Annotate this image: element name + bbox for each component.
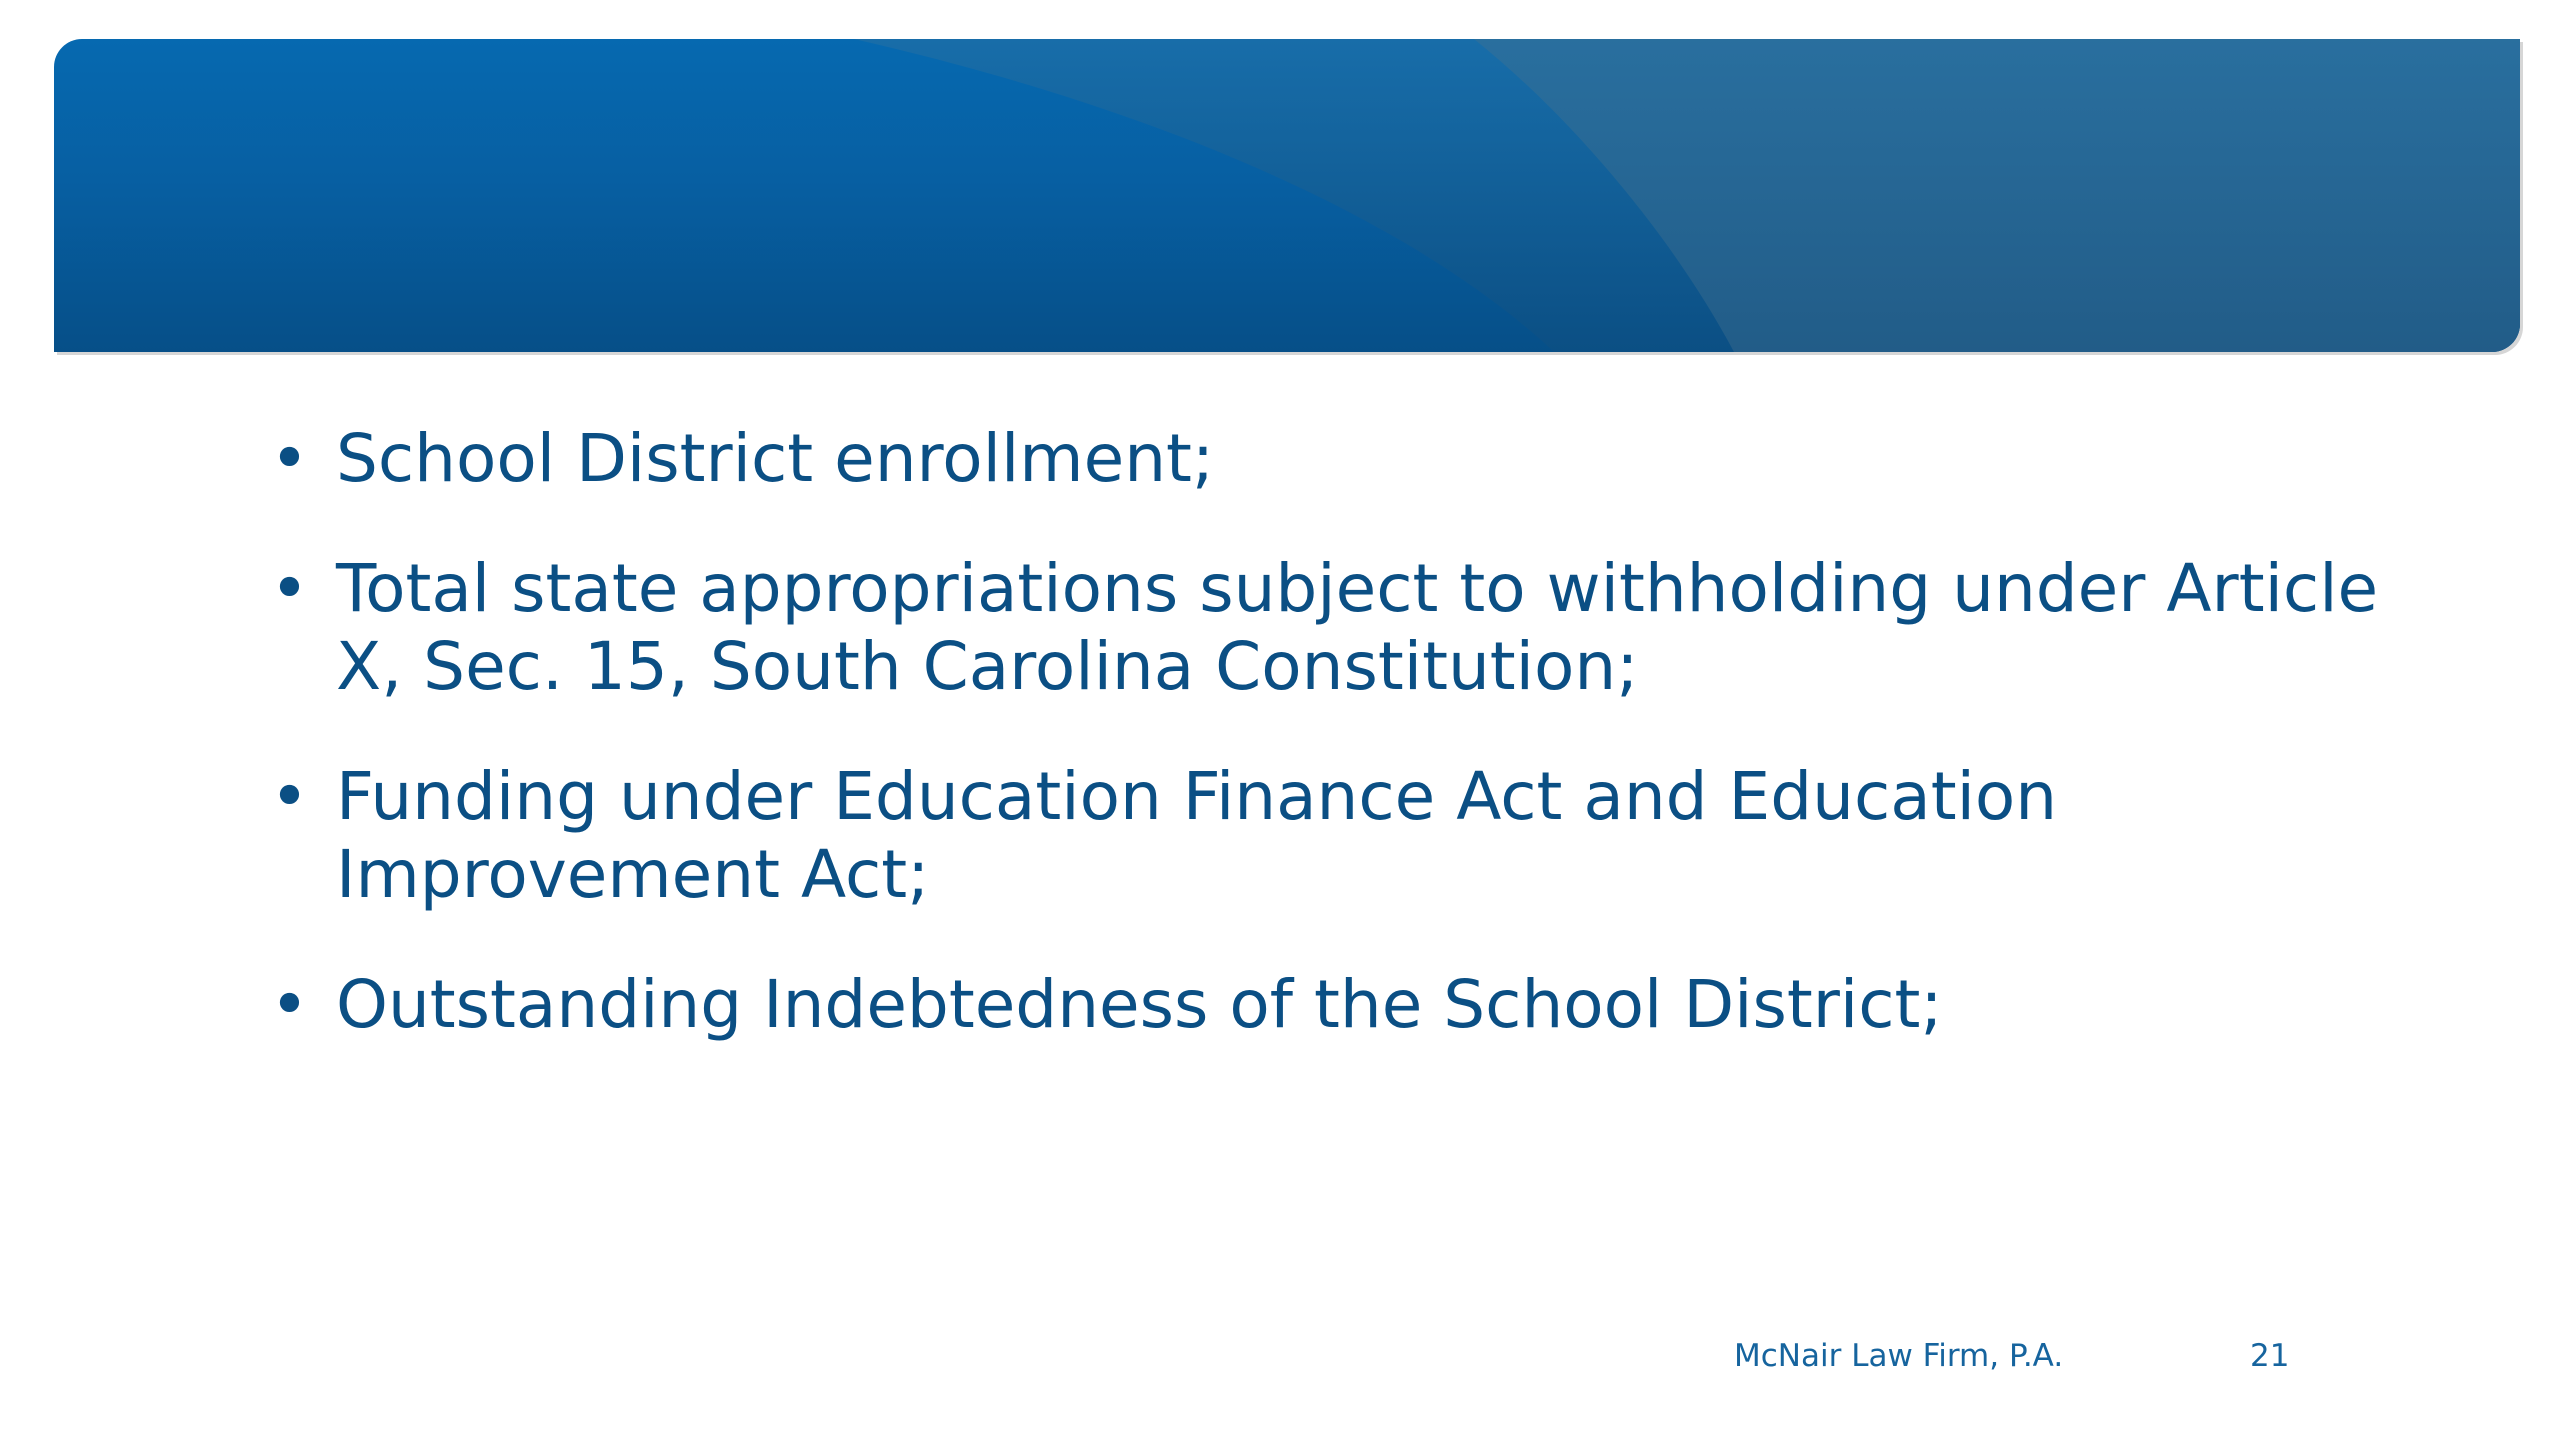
- bullet-icon: •: [270, 966, 309, 1043]
- header-banner: [54, 39, 2520, 352]
- bullet-text: Total state appropriations subject to withholding under Article X, Sec. 15, South Carolina Constitution;: [336, 550, 2379, 705]
- bullet-text: School District enrollment;: [336, 420, 1215, 497]
- header-swoosh-graphic: [54, 39, 2520, 352]
- bullet-icon: •: [270, 758, 309, 835]
- bullet-icon: •: [270, 550, 309, 627]
- footer-firm-name: McNair Law Firm, P.A.: [1734, 1338, 2064, 1374]
- list-item: [270, 550, 2420, 706]
- bullet-text: Outstanding Indebtedness of the School District;: [336, 966, 1943, 1043]
- page-number: 21: [2250, 1338, 2290, 1374]
- list-item: [270, 758, 2420, 914]
- bullet-icon: •: [270, 420, 309, 497]
- bullet-list: [270, 420, 2420, 1096]
- list-item: [270, 966, 2420, 1044]
- list-item: [270, 420, 2420, 498]
- bullet-text: Funding under Education Finance Act and Education Improvement Act;: [336, 758, 2058, 913]
